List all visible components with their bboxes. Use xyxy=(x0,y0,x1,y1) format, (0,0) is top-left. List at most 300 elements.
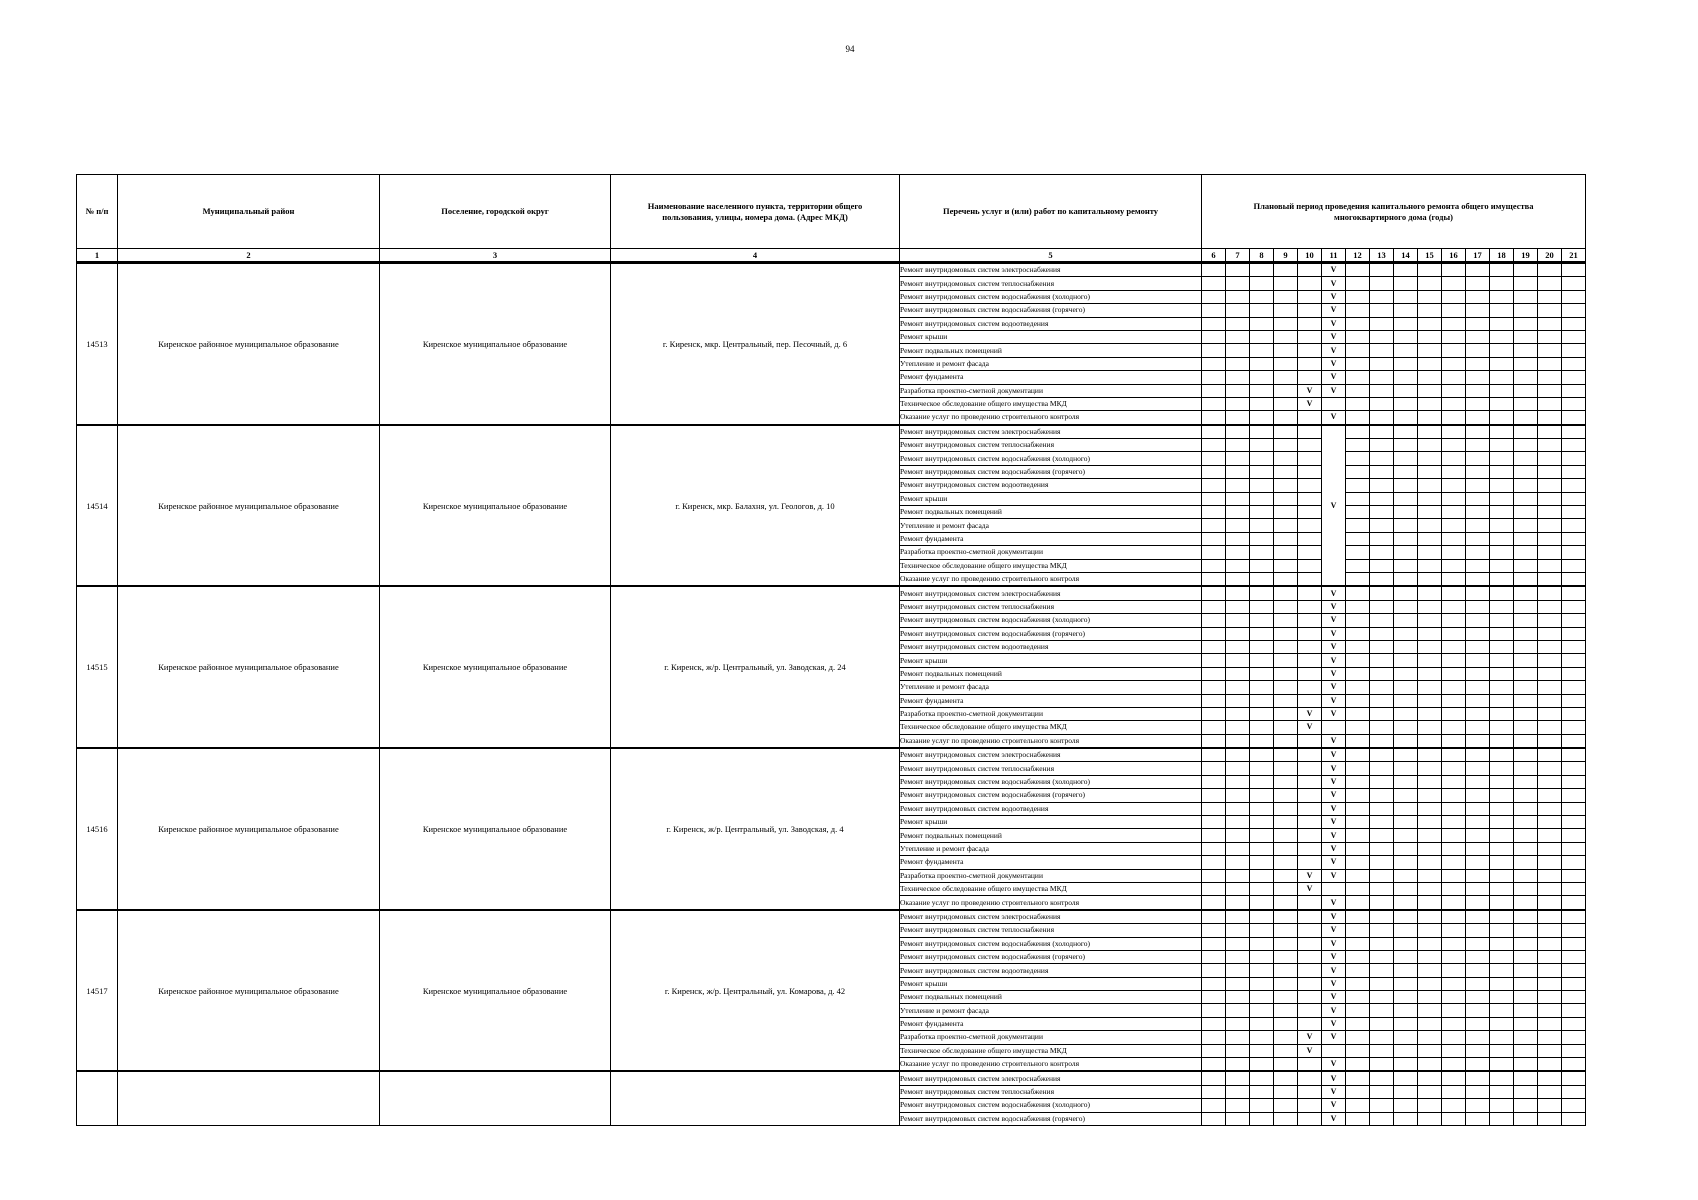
year-cell xyxy=(1346,519,1370,532)
work-item: Утепление и ремонт фасада xyxy=(900,842,1202,855)
year-cell xyxy=(1250,640,1274,653)
year-cell: V xyxy=(1322,411,1346,425)
year-cell xyxy=(1466,572,1490,586)
year-cell xyxy=(1226,991,1250,1004)
year-cell xyxy=(1394,1031,1418,1044)
year-cell xyxy=(1442,1071,1466,1085)
year-mark-cell: V xyxy=(1322,425,1346,587)
year-cell xyxy=(1394,667,1418,680)
year-cell xyxy=(1514,317,1538,330)
year-cell xyxy=(1226,290,1250,303)
year-cell xyxy=(1226,330,1250,343)
row-district xyxy=(118,1071,380,1125)
year-cell xyxy=(1250,330,1274,343)
year-cell xyxy=(1298,452,1322,465)
year-cell xyxy=(1490,465,1514,478)
year-cell xyxy=(1490,614,1514,627)
year-cell xyxy=(1202,950,1226,963)
year-cell xyxy=(1418,277,1442,290)
year-cell xyxy=(1298,910,1322,924)
year-cell xyxy=(1442,762,1466,775)
year-cell xyxy=(1370,856,1394,869)
year-cell xyxy=(1370,290,1394,303)
year-cell xyxy=(1274,707,1298,720)
year-cell xyxy=(1562,586,1586,600)
year-cell xyxy=(1346,937,1370,950)
year-cell xyxy=(1490,546,1514,559)
year-cell: V xyxy=(1322,681,1346,694)
year-cell xyxy=(1274,667,1298,680)
year-cell xyxy=(1274,600,1298,613)
year-cell xyxy=(1394,1085,1418,1098)
year-cell xyxy=(1226,924,1250,937)
year-cell xyxy=(1250,721,1274,734)
year-cell xyxy=(1466,734,1490,748)
year-cell: V xyxy=(1322,910,1346,924)
year-cell xyxy=(1490,586,1514,600)
year-cell xyxy=(1298,465,1322,478)
year-cell xyxy=(1250,910,1274,924)
year-cell xyxy=(1250,1044,1274,1057)
year-cell xyxy=(1346,1031,1370,1044)
year-cell xyxy=(1562,816,1586,829)
year-cell xyxy=(1514,721,1538,734)
year-cell xyxy=(1514,775,1538,788)
year-cell xyxy=(1514,816,1538,829)
year-cell xyxy=(1370,640,1394,653)
year-cell xyxy=(1250,707,1274,720)
year-cell xyxy=(1346,290,1370,303)
year-cell: V xyxy=(1322,600,1346,613)
year-cell xyxy=(1202,411,1226,425)
work-item: Ремонт подвальных помещений xyxy=(900,344,1202,357)
year-cell xyxy=(1538,1085,1562,1098)
year-cell xyxy=(1418,694,1442,707)
year-cell xyxy=(1250,411,1274,425)
year-cell xyxy=(1538,304,1562,317)
year-cell xyxy=(1394,479,1418,492)
year-cell xyxy=(1226,492,1250,505)
year-cell xyxy=(1298,546,1322,559)
year-cell xyxy=(1370,816,1394,829)
year-cell xyxy=(1538,829,1562,842)
year-cell xyxy=(1418,789,1442,802)
year-cell xyxy=(1490,964,1514,977)
year-cell xyxy=(1346,802,1370,815)
year-cell xyxy=(1418,775,1442,788)
year-cell xyxy=(1370,721,1394,734)
table-row xyxy=(77,425,1586,439)
year-cell xyxy=(1490,1058,1514,1072)
work-item: Ремонт фундамента xyxy=(900,1017,1202,1030)
year-cell: V xyxy=(1322,856,1346,869)
year-cell xyxy=(1538,317,1562,330)
year-cell xyxy=(1346,748,1370,762)
year-cell xyxy=(1250,991,1274,1004)
year-cell xyxy=(1490,384,1514,397)
work-item: Разработка проектно-сметной документации xyxy=(900,546,1202,559)
year-cell xyxy=(1298,371,1322,384)
year-cell xyxy=(1202,816,1226,829)
year-cell xyxy=(1514,896,1538,910)
year-cell xyxy=(1346,640,1370,653)
year-cell xyxy=(1562,479,1586,492)
year-cell xyxy=(1274,1044,1298,1057)
year-cell xyxy=(1442,950,1466,963)
year-cell xyxy=(1466,532,1490,545)
year-cell xyxy=(1346,775,1370,788)
year-cell xyxy=(1538,479,1562,492)
year-cell xyxy=(1418,802,1442,815)
year-cell xyxy=(1490,1044,1514,1057)
year-cell xyxy=(1442,1085,1466,1098)
year-cell xyxy=(1466,263,1490,277)
index-cell: 2 xyxy=(118,249,380,263)
year-cell xyxy=(1418,465,1442,478)
year-cell xyxy=(1394,829,1418,842)
year-cell xyxy=(1562,1017,1586,1030)
work-item: Разработка проектно-сметной документации xyxy=(900,1031,1202,1044)
year-cell xyxy=(1490,532,1514,545)
year-cell xyxy=(1346,506,1370,519)
year-cell xyxy=(1514,263,1538,277)
year-cell xyxy=(1562,263,1586,277)
year-cell xyxy=(1274,559,1298,572)
year-cell xyxy=(1466,411,1490,425)
year-cell xyxy=(1370,1112,1394,1125)
year-cell xyxy=(1298,896,1322,910)
year-cell xyxy=(1346,304,1370,317)
year-cell xyxy=(1514,425,1538,439)
year-cell xyxy=(1274,654,1298,667)
year-cell xyxy=(1562,694,1586,707)
year-cell xyxy=(1418,937,1442,950)
year-cell xyxy=(1226,1112,1250,1125)
year-cell xyxy=(1442,1004,1466,1017)
year-cell: V xyxy=(1322,1071,1346,1085)
year-cell xyxy=(1226,842,1250,855)
work-item: Ремонт внутридомовых систем водоотведения xyxy=(900,479,1202,492)
year-cell xyxy=(1538,802,1562,815)
year-cell xyxy=(1298,640,1322,653)
year-cell xyxy=(1370,546,1394,559)
year-cell xyxy=(1538,532,1562,545)
work-item: Ремонт внутридомовых систем водоснабжения (холодного) xyxy=(900,290,1202,303)
year-cell xyxy=(1298,667,1322,680)
year-cell: V xyxy=(1322,869,1346,882)
year-cell xyxy=(1490,775,1514,788)
year-cell xyxy=(1226,896,1250,910)
year-cell xyxy=(1418,856,1442,869)
year-cell xyxy=(1538,775,1562,788)
year-cell xyxy=(1226,263,1250,277)
year-cell xyxy=(1538,681,1562,694)
year-cell xyxy=(1346,977,1370,990)
year-cell xyxy=(1418,654,1442,667)
row-district: Киренское районное муниципальное образование xyxy=(118,425,380,587)
year-cell xyxy=(1538,950,1562,963)
year-cell xyxy=(1394,802,1418,815)
year-cell xyxy=(1466,290,1490,303)
year-cell xyxy=(1346,492,1370,505)
year-cell xyxy=(1514,304,1538,317)
year-cell xyxy=(1346,614,1370,627)
year-cell xyxy=(1442,721,1466,734)
year-cell xyxy=(1370,882,1394,895)
year-cell xyxy=(1466,910,1490,924)
year-cell xyxy=(1370,1031,1394,1044)
year-cell xyxy=(1394,882,1418,895)
year-cell xyxy=(1346,439,1370,452)
year-cell xyxy=(1418,896,1442,910)
year-cell xyxy=(1370,425,1394,439)
year-cell xyxy=(1562,991,1586,1004)
year-cell xyxy=(1346,1004,1370,1017)
year-cell xyxy=(1538,842,1562,855)
year-cell xyxy=(1466,344,1490,357)
work-item: Ремонт внутридомовых систем водоснабжения (горячего) xyxy=(900,465,1202,478)
year-cell xyxy=(1226,532,1250,545)
work-item: Ремонт подвальных помещений xyxy=(900,506,1202,519)
year-cell xyxy=(1298,802,1322,815)
year-cell xyxy=(1274,532,1298,545)
year-cell: V xyxy=(1298,869,1322,882)
year-cell xyxy=(1490,371,1514,384)
year-cell xyxy=(1514,924,1538,937)
year-cell xyxy=(1394,721,1418,734)
year-cell xyxy=(1466,1112,1490,1125)
year-cell xyxy=(1202,991,1226,1004)
year-cell xyxy=(1226,882,1250,895)
year-cell xyxy=(1490,694,1514,707)
year-cell xyxy=(1274,572,1298,586)
year-cell xyxy=(1394,1004,1418,1017)
year-cell xyxy=(1466,789,1490,802)
year-cell xyxy=(1418,532,1442,545)
year-cell xyxy=(1250,654,1274,667)
year-cell xyxy=(1466,829,1490,842)
year-cell xyxy=(1514,344,1538,357)
row-district: Киренское районное муниципальное образование xyxy=(118,586,380,748)
year-cell xyxy=(1298,600,1322,613)
year-cell xyxy=(1346,816,1370,829)
year-cell xyxy=(1298,1017,1322,1030)
year-cell xyxy=(1394,371,1418,384)
year-cell xyxy=(1202,882,1226,895)
year-cell xyxy=(1274,1004,1298,1017)
year-cell xyxy=(1418,452,1442,465)
year-col-header: 13 xyxy=(1370,249,1394,263)
year-cell xyxy=(1298,330,1322,343)
year-cell xyxy=(1394,937,1418,950)
work-item: Ремонт крыши xyxy=(900,654,1202,667)
year-cell xyxy=(1346,452,1370,465)
year-cell xyxy=(1298,425,1322,439)
year-cell xyxy=(1370,277,1394,290)
year-cell xyxy=(1274,439,1298,452)
year-cell xyxy=(1274,950,1298,963)
year-cell xyxy=(1562,937,1586,950)
year-cell xyxy=(1466,277,1490,290)
year-cell xyxy=(1562,775,1586,788)
work-item: Ремонт внутридомовых систем водоотведения xyxy=(900,964,1202,977)
year-cell xyxy=(1346,317,1370,330)
year-cell xyxy=(1394,964,1418,977)
year-cell: V xyxy=(1322,734,1346,748)
year-cell xyxy=(1250,304,1274,317)
year-cell xyxy=(1466,681,1490,694)
year-cell xyxy=(1250,681,1274,694)
year-cell xyxy=(1514,1112,1538,1125)
year-cell: V xyxy=(1322,586,1346,600)
year-cell: V xyxy=(1298,1031,1322,1044)
year-cell xyxy=(1202,924,1226,937)
year-cell xyxy=(1418,304,1442,317)
work-item: Оказание услуг по проведению строительного контроля xyxy=(900,734,1202,748)
year-cell xyxy=(1490,991,1514,1004)
year-cell xyxy=(1226,546,1250,559)
year-cell xyxy=(1418,748,1442,762)
year-cell xyxy=(1346,1112,1370,1125)
year-cell: V xyxy=(1322,762,1346,775)
year-cell xyxy=(1442,1031,1466,1044)
year-cell xyxy=(1370,1044,1394,1057)
year-cell xyxy=(1418,439,1442,452)
year-cell xyxy=(1466,816,1490,829)
year-cell xyxy=(1490,654,1514,667)
year-cell xyxy=(1442,896,1466,910)
year-cell xyxy=(1202,572,1226,586)
year-cell xyxy=(1562,600,1586,613)
year-cell xyxy=(1202,330,1226,343)
year-cell xyxy=(1346,371,1370,384)
year-cell xyxy=(1466,1017,1490,1030)
year-cell xyxy=(1226,762,1250,775)
year-cell xyxy=(1370,694,1394,707)
year-col-header: 16 xyxy=(1442,249,1466,263)
year-cell xyxy=(1538,762,1562,775)
year-cell xyxy=(1346,1044,1370,1057)
year-cell xyxy=(1202,317,1226,330)
table-row xyxy=(77,1071,1586,1085)
year-cell xyxy=(1226,357,1250,370)
year-cell xyxy=(1394,627,1418,640)
work-item: Ремонт внутридомовых систем теплоснабжения xyxy=(900,1085,1202,1098)
year-cell xyxy=(1418,519,1442,532)
year-cell xyxy=(1370,519,1394,532)
year-cell xyxy=(1562,896,1586,910)
table-row xyxy=(77,263,1586,277)
year-cell: V xyxy=(1322,816,1346,829)
year-cell xyxy=(1202,479,1226,492)
year-cell xyxy=(1202,532,1226,545)
year-cell xyxy=(1394,694,1418,707)
year-cell xyxy=(1202,465,1226,478)
year-cell xyxy=(1394,397,1418,410)
work-item: Оказание услуг по проведению строительного контроля xyxy=(900,572,1202,586)
year-cell xyxy=(1562,357,1586,370)
year-cell xyxy=(1442,924,1466,937)
year-cell xyxy=(1418,357,1442,370)
year-cell xyxy=(1538,640,1562,653)
year-cell xyxy=(1466,371,1490,384)
year-cell xyxy=(1514,614,1538,627)
year-cell xyxy=(1538,977,1562,990)
year-cell xyxy=(1490,977,1514,990)
year-cell xyxy=(1490,600,1514,613)
year-cell xyxy=(1226,1004,1250,1017)
year-cell xyxy=(1346,964,1370,977)
year-cell xyxy=(1490,411,1514,425)
year-cell xyxy=(1226,277,1250,290)
year-cell xyxy=(1442,964,1466,977)
year-cell xyxy=(1562,1085,1586,1098)
year-cell xyxy=(1394,290,1418,303)
year-cell xyxy=(1370,452,1394,465)
year-cell xyxy=(1370,586,1394,600)
year-cell xyxy=(1562,317,1586,330)
year-cell xyxy=(1226,775,1250,788)
capital-repair-table xyxy=(76,174,1586,1126)
year-cell xyxy=(1250,977,1274,990)
year-cell xyxy=(1346,681,1370,694)
year-cell xyxy=(1394,1017,1418,1030)
year-cell xyxy=(1418,384,1442,397)
year-cell: V xyxy=(1298,1044,1322,1057)
year-col-header: 6 xyxy=(1202,249,1226,263)
year-cell xyxy=(1226,304,1250,317)
year-cell xyxy=(1538,937,1562,950)
year-cell xyxy=(1250,572,1274,586)
work-item: Ремонт внутридомовых систем водоснабжения (холодного) xyxy=(900,1099,1202,1112)
year-cell xyxy=(1514,411,1538,425)
year-cell xyxy=(1394,775,1418,788)
year-cell: V xyxy=(1322,384,1346,397)
year-cell xyxy=(1202,439,1226,452)
year-cell xyxy=(1346,1058,1370,1072)
index-cell: 4 xyxy=(611,249,900,263)
year-col-header: 19 xyxy=(1514,249,1538,263)
year-cell xyxy=(1418,816,1442,829)
row-settlement xyxy=(380,1071,611,1125)
year-cell xyxy=(1226,789,1250,802)
year-cell xyxy=(1466,1004,1490,1017)
year-cell xyxy=(1442,452,1466,465)
year-cell: V xyxy=(1322,950,1346,963)
year-cell xyxy=(1466,627,1490,640)
year-cell xyxy=(1298,977,1322,990)
year-cell xyxy=(1418,977,1442,990)
year-cell: V xyxy=(1298,721,1322,734)
year-cell xyxy=(1226,627,1250,640)
year-cell: V xyxy=(1322,775,1346,788)
work-item: Ремонт внутридомовых систем электроснабжения xyxy=(900,748,1202,762)
year-cell xyxy=(1466,1085,1490,1098)
year-cell xyxy=(1274,371,1298,384)
year-cell xyxy=(1466,465,1490,478)
year-cell xyxy=(1418,506,1442,519)
year-cell xyxy=(1562,546,1586,559)
year-cell xyxy=(1370,465,1394,478)
year-cell xyxy=(1226,572,1250,586)
year-cell xyxy=(1394,357,1418,370)
year-cell xyxy=(1538,330,1562,343)
year-cell xyxy=(1442,344,1466,357)
year-cell xyxy=(1538,371,1562,384)
year-cell xyxy=(1466,425,1490,439)
index-cell: 3 xyxy=(380,249,611,263)
year-cell xyxy=(1298,842,1322,855)
